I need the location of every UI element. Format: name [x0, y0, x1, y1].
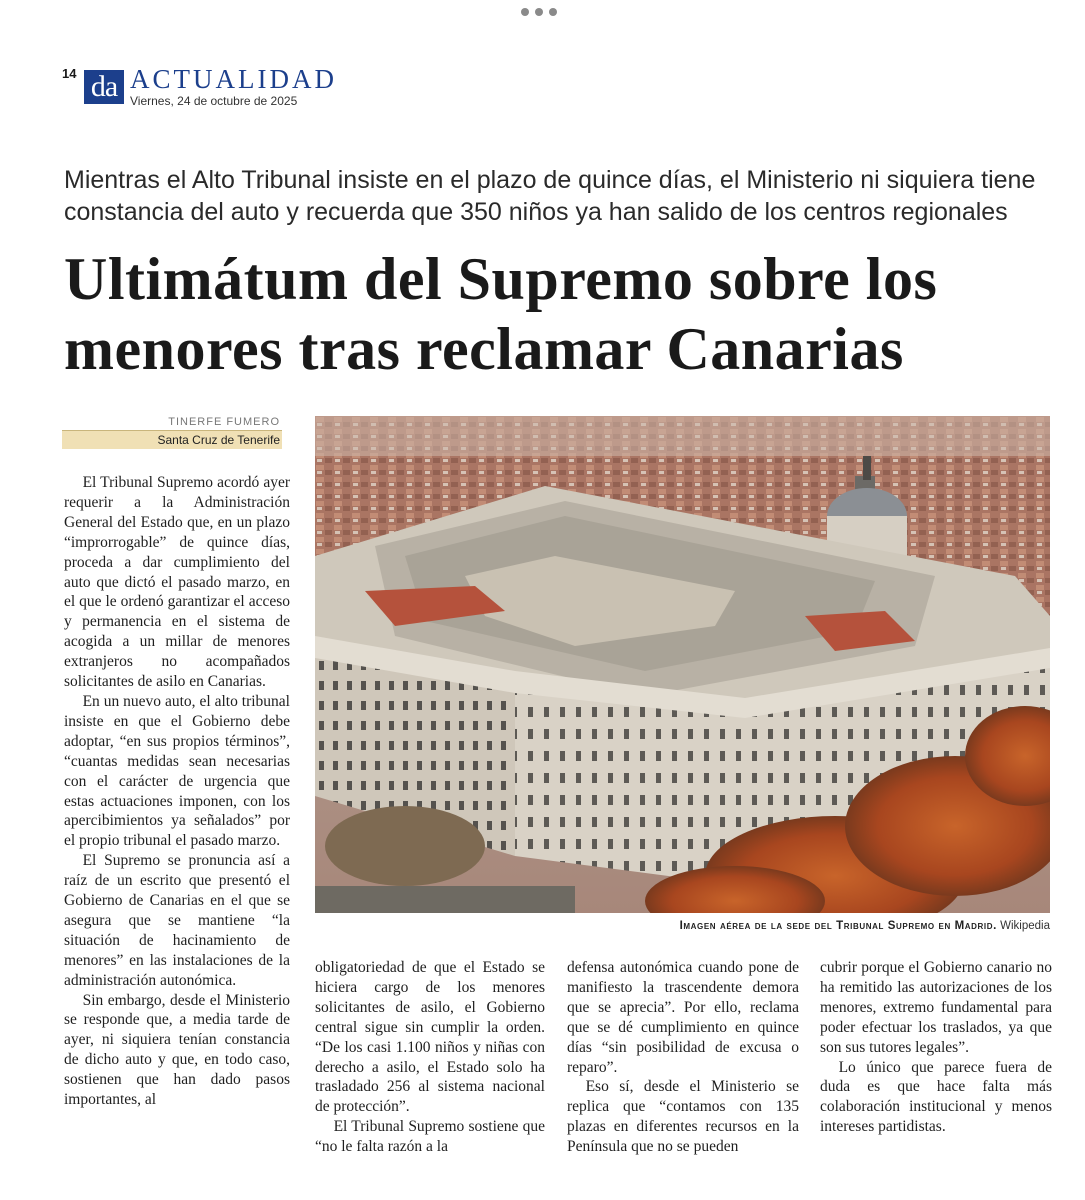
- byline: [62, 416, 282, 449]
- caption-text: Imagen aérea de la sede del Tribunal Supremo en Madrid.: [679, 920, 997, 932]
- paragraph: El Tribunal Supremo sostiene que “no le falta razón a la: [315, 1118, 545, 1156]
- paragraph: El Tribunal Supremo acordó ayer requerir a la Administración General del Estado que, en un plazo “improrrogable” de quince días, proceda a dar cumplimiento del auto que dictó el pasado marzo, en el que le ordenó garantizar el acceso y permanencia en el sistema de acogida a un millar de menores extranjeros no acompañados solicitantes de asilo en Canarias.: [64, 474, 290, 691]
- more-options-icon[interactable]: [521, 8, 557, 16]
- dot: [549, 8, 557, 16]
- paragraph: Lo único que parece fuera de duda es que hace falta más colaboración institucional y menos intereses partidistas.: [820, 1058, 1052, 1136]
- photo-credit: Wikipedia: [1000, 920, 1050, 932]
- article-column-1: [64, 473, 290, 1110]
- supreme-court-aerial-image: [315, 416, 1050, 913]
- article-headline: Ultimátum del Supremo sobre los menores tras reclamar Canarias: [64, 246, 938, 382]
- newspaper-logo: da: [84, 70, 124, 104]
- article-photo[interactable]: [315, 416, 1050, 913]
- page-number: 14: [62, 66, 77, 81]
- paragraph: Sin embargo, desde el Ministerio se responde que, a media tarde de ayer, ni siquiera tenían constancia de dicho auto y que, en todo caso, sostienen que han dado pasos importantes, al: [64, 991, 290, 1109]
- article-subheadline: Mientras el Alto Tribunal insiste en el plazo de quince días, el Ministerio ni siquiera tiene constancia del auto y recuerda que 350 niños ya han salido de los centros regionales: [64, 166, 1036, 226]
- author-name: TINERFE FUMERO: [168, 416, 280, 428]
- dot: [535, 8, 543, 16]
- dot: [521, 8, 529, 16]
- section-title: ACTUALIDAD: [130, 64, 337, 94]
- paragraph: obligatoriedad de que el Estado se hiciera cargo de los menores solicitantes de asilo, el Gobierno central sigue sin cumplir la orden. “De los casi 1.100 niños y niñas con derecho a asilo, el Estado solo ha trasladado 256 al sistema nacional de protección”.: [315, 959, 545, 1116]
- paragraph: cubrir porque el Gobierno canario no ha remitido las autorizaciones de los menores, extremo fundamental para poder efectuar los traslados, ya que son sus tutores legales”.: [820, 959, 1052, 1056]
- article-column-4: [820, 958, 1052, 1137]
- paragraph: El Supremo se pronuncia así a raíz de un escrito que presentó el Gobierno de Canarias en el que se asegura que se mantiene “la situación de hacinamiento de menores” en las instalaciones de la administración autonómica.: [64, 852, 290, 989]
- publication-date: Viernes, 24 de octubre de 2025: [130, 94, 298, 108]
- paragraph: En un nuevo auto, el alto tribunal insiste en que el Gobierno debe adoptar, “en sus propios términos”, “cuantas medidas sean necesarias con el carácter de urgencia que estas actuaciones imponen, con los apercibimientos ya señalados” por el propio tribunal el pasado marzo.: [64, 692, 290, 850]
- paragraph: defensa autonómica cuando pone de manifiesto la trascendente demora que se aprecia”. Por ello, reclama que se dé cumplimiento en quince días “sin posibilidad de excusa o reparo”.: [567, 959, 799, 1076]
- photo-caption: [315, 920, 1050, 932]
- article-column-2: [315, 958, 545, 1157]
- dateline-location: Santa Cruz de Tenerife: [62, 430, 282, 449]
- paragraph: Eso sí, desde el Ministerio se replica que “contamos con 135 plazas en diferentes recursos en la Península que no se pueden: [567, 1078, 799, 1156]
- article-column-3: [567, 958, 799, 1157]
